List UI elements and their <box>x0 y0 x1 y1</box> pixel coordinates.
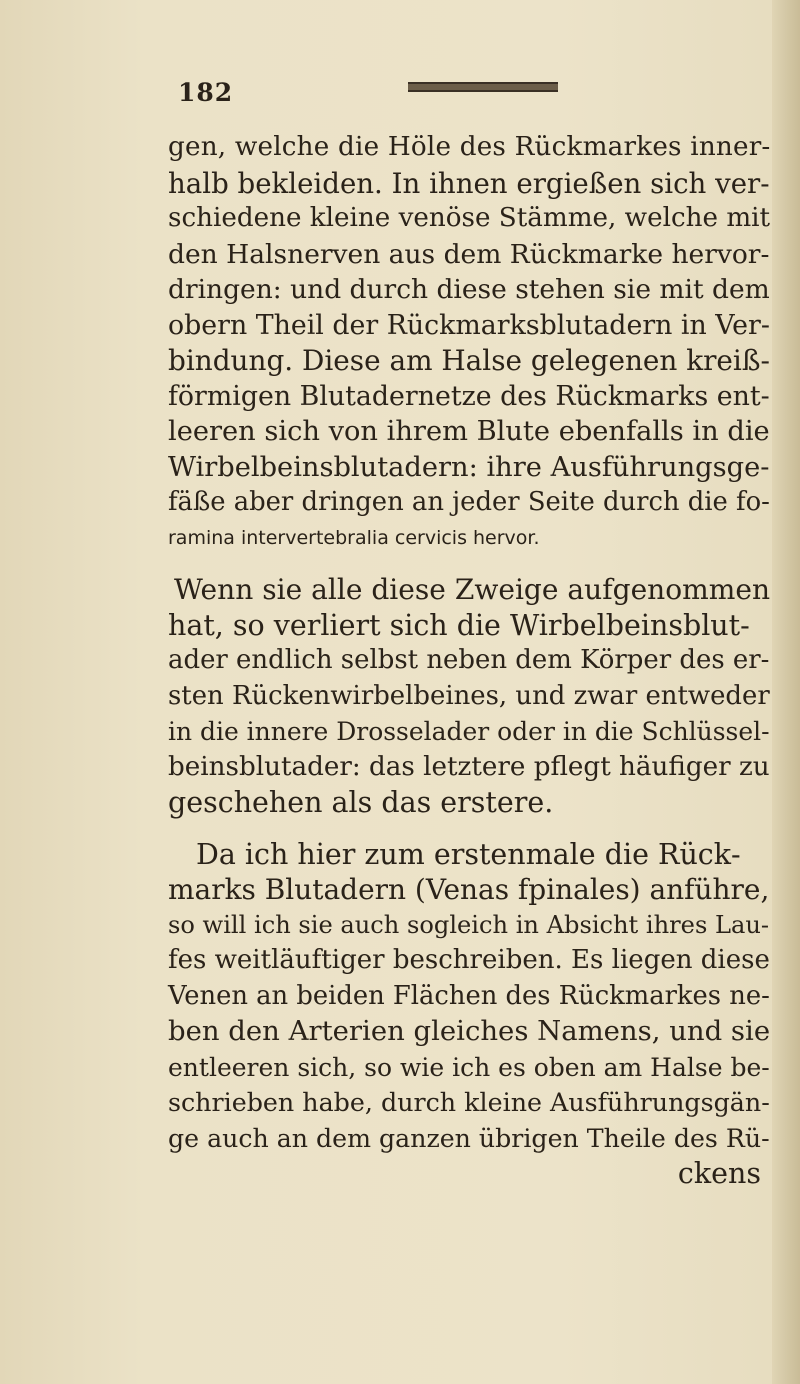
page-edge <box>772 0 800 1384</box>
text-line: ge auch an dem ganzen übrigen Theile des Rü‑ <box>168 1123 770 1153</box>
text-line: Da ich hier zum erstenmale die Rück‑ <box>196 837 741 871</box>
text-line: fes weitläuftiger beschreiben. Es liegen diese <box>168 945 770 975</box>
text-line: schrieben habe, durch kleine Ausführungsgän‑ <box>168 1087 770 1117</box>
text-line: den Halsnerven aus dem Rückmarke hervor‑ <box>168 238 770 270</box>
text-line: halb bekleiden. In ihnen ergießen sich ver‑ <box>168 166 770 200</box>
text-line: entleeren sich, so wie ich es oben am Halse be‑ <box>168 1052 770 1082</box>
text-line: so will ich sie auch sogleich in Absicht ihres Lau‑ <box>168 910 770 939</box>
page-header <box>178 78 558 118</box>
text-line: sten Rückenwirbelbeines, und zwar entweder <box>168 680 770 711</box>
text-line: schiedene kleine venöse Stämme, welche mit <box>168 203 771 233</box>
text-line: Wenn sie alle diese Zweige aufgenommen <box>174 573 771 606</box>
text-line: fäße aber dringen an jeder Seite durch die fo‑ <box>168 487 770 517</box>
paragraph-3 <box>168 837 773 1192</box>
text-line: bindung. Diese am Halse gelegenen kreiß‑ <box>168 344 770 377</box>
text-line-latin: ramina intervertebralia cervicis hervor. <box>168 526 540 549</box>
text-line: Venen an beiden Flächen des Rückmarkes ne‑ <box>168 980 770 1011</box>
text-line: Wirbelbeinsblutadern: ihre Ausführungsge‑ <box>168 451 770 483</box>
text-line: ben den Arterien gleiches Namens, und sie <box>168 1015 771 1047</box>
text-line: ader endlich selbst neben dem Körper des er‑ <box>168 645 770 675</box>
header-ornament-rule <box>408 82 558 92</box>
text-line: geschehen als das erstere. <box>168 786 554 819</box>
text-line: förmigen Blutadernetze des Rückmarks ent‑ <box>168 380 770 412</box>
text-line: obern Theil der Rückmarksblutadern in Ver‑ <box>168 309 770 341</box>
text-line: marks Blutadern (Venas fpinales) anführe, <box>168 873 770 906</box>
text-line: gen, welche die Höle des Rückmarkes inner‑ <box>168 132 771 162</box>
page-number: 182 <box>178 78 234 107</box>
body-text <box>168 130 773 1192</box>
paragraph-2 <box>168 572 773 821</box>
text-line: hat, so verliert sich die Wirbelbeinsblut‑ <box>168 608 750 642</box>
paragraph-1 <box>168 130 773 556</box>
text-line: beinsblutader: das letztere pflegt häufiger zu <box>168 751 770 782</box>
text-line: dringen: und durch diese stehen sie mit dem <box>168 274 770 305</box>
text-line: leeren sich von ihrem Blute ebenfalls in die <box>168 416 770 447</box>
catchword: ckens <box>677 1157 761 1190</box>
text-line: in die innere Drosselader oder in die Schlüssel‑ <box>168 717 770 746</box>
